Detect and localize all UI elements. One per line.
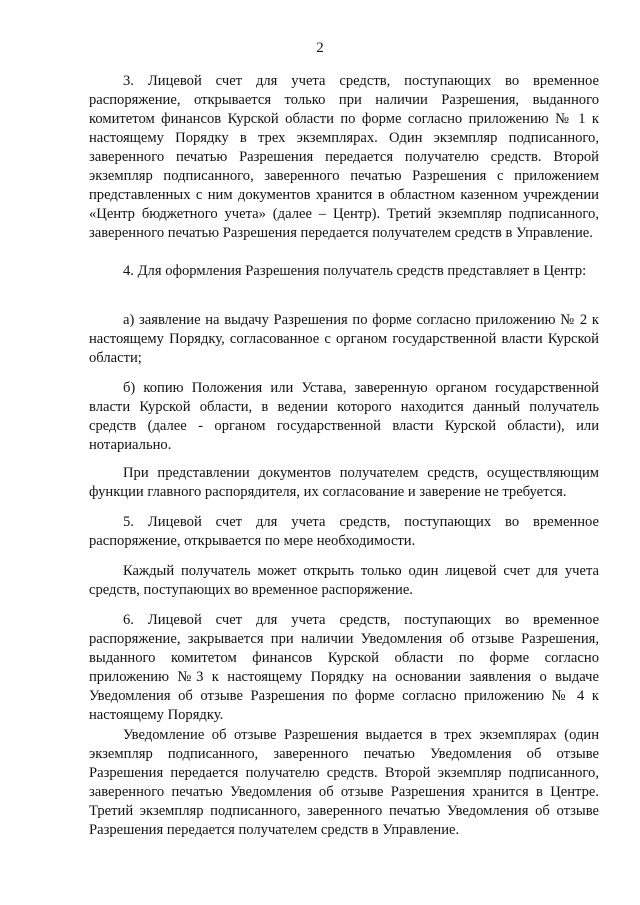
paragraph-main-distributor-note: При представлении документов получателем средств, осуществляющим функции главного распорядителя, их согласование и заверение не требуется. xyxy=(89,465,599,500)
paragraph-6-account-closing: 6. Лицевой счет для учета средств, поступающих во временное распоряжение, закрывается при наличии Уведомления об отзыве Разрешения, выданного комитетом финансов Курской области по форме согласно приложению №3 к настоящему Порядку на основании заявления о выдаче Уведомления об отзыве Разрешения по форме согласно приложению № 4 к настоящему Порядку. xyxy=(89,612,599,723)
paragraph-4b-charter-copy: б) копию Положения или Устава, заверенную органом государственной власти Курской области, в ведении которого находится данный получатель средств (далее - органом государственной власти Курской области), или нотариально. xyxy=(89,380,599,453)
paragraph-4a-application: а) заявление на выдачу Разрешения по форме согласно приложению № 2 к настоящему Порядку, согласованное с органом государственной власти Курской области; xyxy=(89,312,599,366)
paragraph-revocation-notice: Уведомление об отзыве Разрешения выдается в трех экземплярах (один экземпляр подписанного, заверенного печатью Уведомления об отзыве Разрешения передается получателю средств. Второй экземпляр подписанного, заверенного печатью Уведомления об отзыве Разрешения хранится в Центре. Третий экземпляр подписанного, заверенного печатью Уведомления об отзыве Разрешения передается получателем средств в Управление. xyxy=(89,727,599,838)
page-number: 2 xyxy=(316,40,324,56)
paragraph-5-opening-as-needed: 5. Лицевой счет для учета средств, поступающих во временное распоряжение, открывается по мере необходимости. xyxy=(89,514,599,549)
paragraph-3-account-opening: 3. Лицевой счет для учета средств, поступающих во временное распоряжение, открывается только при наличии Разрешения, выданного комитетом финансов Курской области по форме согласно приложению № 1 к настоящему Порядку в трех экземплярах. Один экземпляр подписанного, заверенного печатью Разрешения передается получателю средств. Второй экземпляр подписанного, заверенного печатью Разрешения с приложением представленных с ним документов хранится в областном казенном учреждении «Центр бюджетного учета» (далее – Центр). Третий экземпляр подписанного, заверенного печатью Разрешения передается получателем средств в Управление. xyxy=(89,73,599,241)
paragraph-single-account: Каждый получатель может открыть только один лицевой счет для учета средств, поступающих во временное распоряжение. xyxy=(89,563,599,598)
paragraph-4-documents: 4. Для оформления Разрешения получатель средств представляет в Центр: xyxy=(123,263,587,279)
